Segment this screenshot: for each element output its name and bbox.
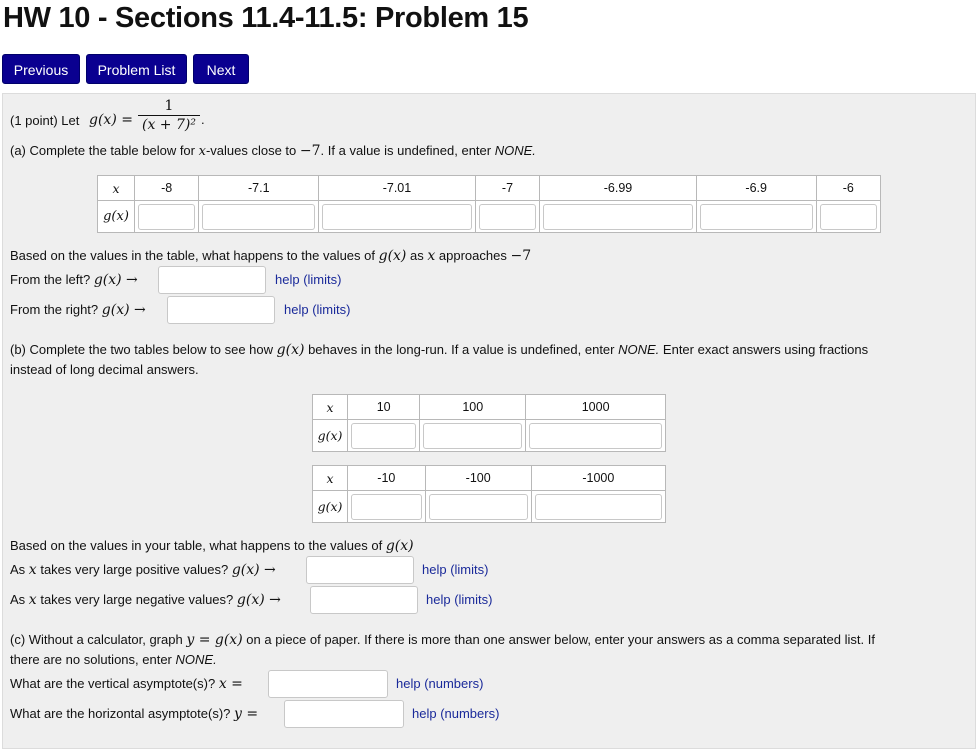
x-value-cell: -10 xyxy=(348,466,426,491)
help-limits-link[interactable]: help (limits) xyxy=(275,272,342,287)
part-b-intro-line2: instead of long decimal answers. xyxy=(10,362,199,377)
table-header-g: g(x) xyxy=(313,491,348,523)
x-value-cell: 10 xyxy=(348,395,420,420)
part-a-value-table xyxy=(97,175,881,233)
table-header-g: g(x) xyxy=(313,420,348,452)
x-value-cell: -6.99 xyxy=(540,176,697,201)
g-value-input[interactable] xyxy=(351,494,422,520)
x-value-cell: -8 xyxy=(135,176,199,201)
x-value-cell: -6.9 xyxy=(696,176,816,201)
g-value-input[interactable] xyxy=(202,204,315,230)
table-header-x: x xyxy=(98,176,135,201)
x-value-cell: -7.1 xyxy=(199,176,319,201)
part-b-intro: (b) Complete the two tables below to see how g(x) behaves in the long-run. If a value is undefined, enter NONE. Enter exact answers using fractions xyxy=(10,342,869,358)
fraction-numerator: 1 xyxy=(138,98,200,116)
x-value-cell: -7.01 xyxy=(319,176,476,201)
vertical-asymptote-input[interactable] xyxy=(268,670,388,698)
table-header-x: x xyxy=(313,395,348,420)
previous-button[interactable]: Previous xyxy=(2,54,80,84)
x-value-cell: -100 xyxy=(425,466,531,491)
part-b-question: Based on the values in your table, what happens to the values of g(x) xyxy=(10,538,414,554)
horizontal-asymptote-input[interactable] xyxy=(284,700,404,728)
help-limits-link[interactable]: help (limits) xyxy=(422,562,489,577)
fraction-denominator: (x + 7)² xyxy=(142,117,196,133)
g-value-input[interactable] xyxy=(322,204,472,230)
help-numbers-link[interactable]: help (numbers) xyxy=(396,676,484,691)
help-limits-link[interactable]: help (limits) xyxy=(284,302,351,317)
large-negative-input[interactable] xyxy=(310,586,418,614)
g-value-input[interactable] xyxy=(423,423,522,449)
large-positive-label: As x takes very large positive values? g(x) → xyxy=(10,562,276,578)
x-value-cell: -6 xyxy=(816,176,880,201)
from-right-input[interactable] xyxy=(167,296,275,324)
g-value-input[interactable] xyxy=(820,204,877,230)
horizontal-asymptote-label: What are the horizontal asymptote(s)? y = xyxy=(10,706,259,722)
large-negative-label: As x takes very large negative values? g(x) → xyxy=(10,592,281,608)
x-value-cell: 100 xyxy=(420,395,526,420)
part-c-intro-line2: there are no solutions, enter NONE. xyxy=(10,652,217,667)
vertical-asymptote-label: What are the vertical asymptote(s)? x = xyxy=(10,676,243,692)
problem-list-button[interactable]: Problem List xyxy=(86,54,187,84)
points-label: (1 point) Let xyxy=(10,113,80,128)
part-b-positive-table xyxy=(312,394,666,452)
from-left-label: From the left? g(x) → xyxy=(10,272,138,288)
x-value-cell: -1000 xyxy=(531,466,665,491)
statement-period: . xyxy=(201,112,205,127)
g-value-input[interactable] xyxy=(429,494,528,520)
from-right-label: From the right? g(x) → xyxy=(10,302,146,318)
table-header-g: g(x) xyxy=(98,201,135,233)
help-limits-link[interactable]: help (limits) xyxy=(426,592,493,607)
g-value-input[interactable] xyxy=(138,204,195,230)
g-value-input[interactable] xyxy=(529,423,662,449)
fraction xyxy=(138,98,200,134)
part-a-question: Based on the values in the table, what happens to the values of g(x) as x approaches −7 xyxy=(10,248,532,264)
x-value-cell: 1000 xyxy=(526,395,666,420)
x-value-cell: -7 xyxy=(475,176,539,201)
g-value-input[interactable] xyxy=(479,204,536,230)
large-positive-input[interactable] xyxy=(306,556,414,584)
from-left-input[interactable] xyxy=(158,266,266,294)
g-value-input[interactable] xyxy=(700,204,813,230)
table-header-x: x xyxy=(313,466,348,491)
help-numbers-link[interactable]: help (numbers) xyxy=(412,706,500,721)
g-of-x-definition: g(x) = xyxy=(89,112,133,128)
part-c-intro: (c) Without a calculator, graph y = g(x) on a piece of paper. If there is more than one answer below, enter your answers as a comma separated list. If xyxy=(10,632,875,648)
part-b-negative-table xyxy=(312,465,666,523)
page-title: HW 10 - Sections 11.4-11.5: Problem 15 xyxy=(3,2,529,34)
g-value-input[interactable] xyxy=(543,204,693,230)
part-a-intro: (a) Complete the table below for x-values close to −7. If a value is undefined, enter NONE. xyxy=(10,143,536,159)
next-button[interactable]: Next xyxy=(193,54,249,84)
g-value-input[interactable] xyxy=(535,494,662,520)
g-value-input[interactable] xyxy=(351,423,416,449)
